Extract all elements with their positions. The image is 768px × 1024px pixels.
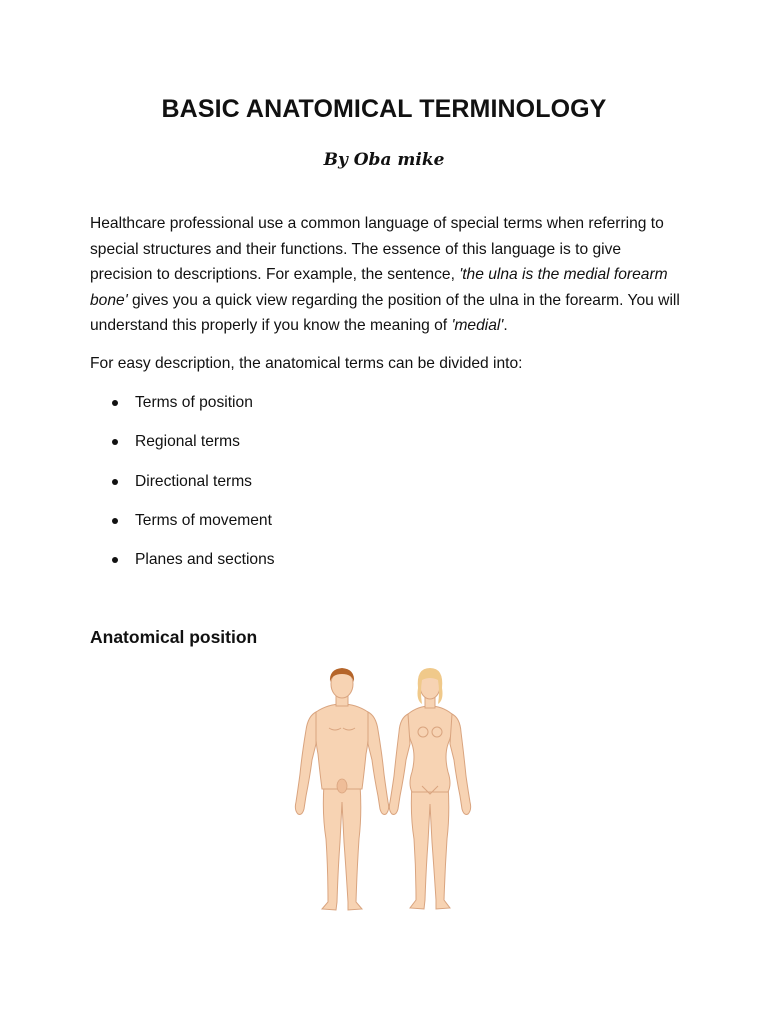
bullet-icon xyxy=(112,400,118,406)
bullet-icon xyxy=(112,479,118,485)
list-item-label: Planes and sections xyxy=(135,551,275,569)
bullet-icon xyxy=(112,518,118,524)
document-title: BASIC ANATOMICAL TERMINOLOGY xyxy=(161,95,607,123)
intro-text-1: Healthcare professional use a common language of special terms when referring to special structures and their functions. The essence of this language is to give precision to descriptions. For example, the sentence, xyxy=(90,215,664,283)
bullet-icon xyxy=(112,439,118,445)
list-item xyxy=(90,548,275,587)
intro-quote-ulna: 'the ulna is the medial forearm bone' xyxy=(90,266,668,309)
intro-quote-medial: 'medial' xyxy=(451,317,504,334)
list-item xyxy=(90,391,275,430)
intro-text-2: gives you a quick view regarding the position of the ulna in the forearm. You will understand this properly if you know the meaning of xyxy=(90,291,680,334)
author-byline: By Oba mike xyxy=(323,150,445,170)
list-item-label: Terms of movement xyxy=(135,511,272,529)
bullet-icon xyxy=(112,557,118,563)
list-item-label: Regional terms xyxy=(135,433,240,451)
terms-list xyxy=(90,391,275,587)
female-figure xyxy=(389,668,470,909)
intro-paragraph xyxy=(90,211,682,339)
list-item-label: Directional terms xyxy=(135,472,252,490)
anatomical-position-illustration xyxy=(282,664,492,914)
list-item xyxy=(90,430,275,469)
list-item xyxy=(90,509,275,548)
section-heading: Anatomical position xyxy=(90,627,258,647)
intro-text-3: . xyxy=(503,317,508,334)
anatomical-figures-svg xyxy=(282,664,492,914)
male-figure xyxy=(295,668,388,910)
list-item-label: Terms of position xyxy=(135,394,253,411)
divided-intro: For easy description, the anatomical terms can be divided into: xyxy=(90,355,523,372)
list-item xyxy=(90,470,275,509)
